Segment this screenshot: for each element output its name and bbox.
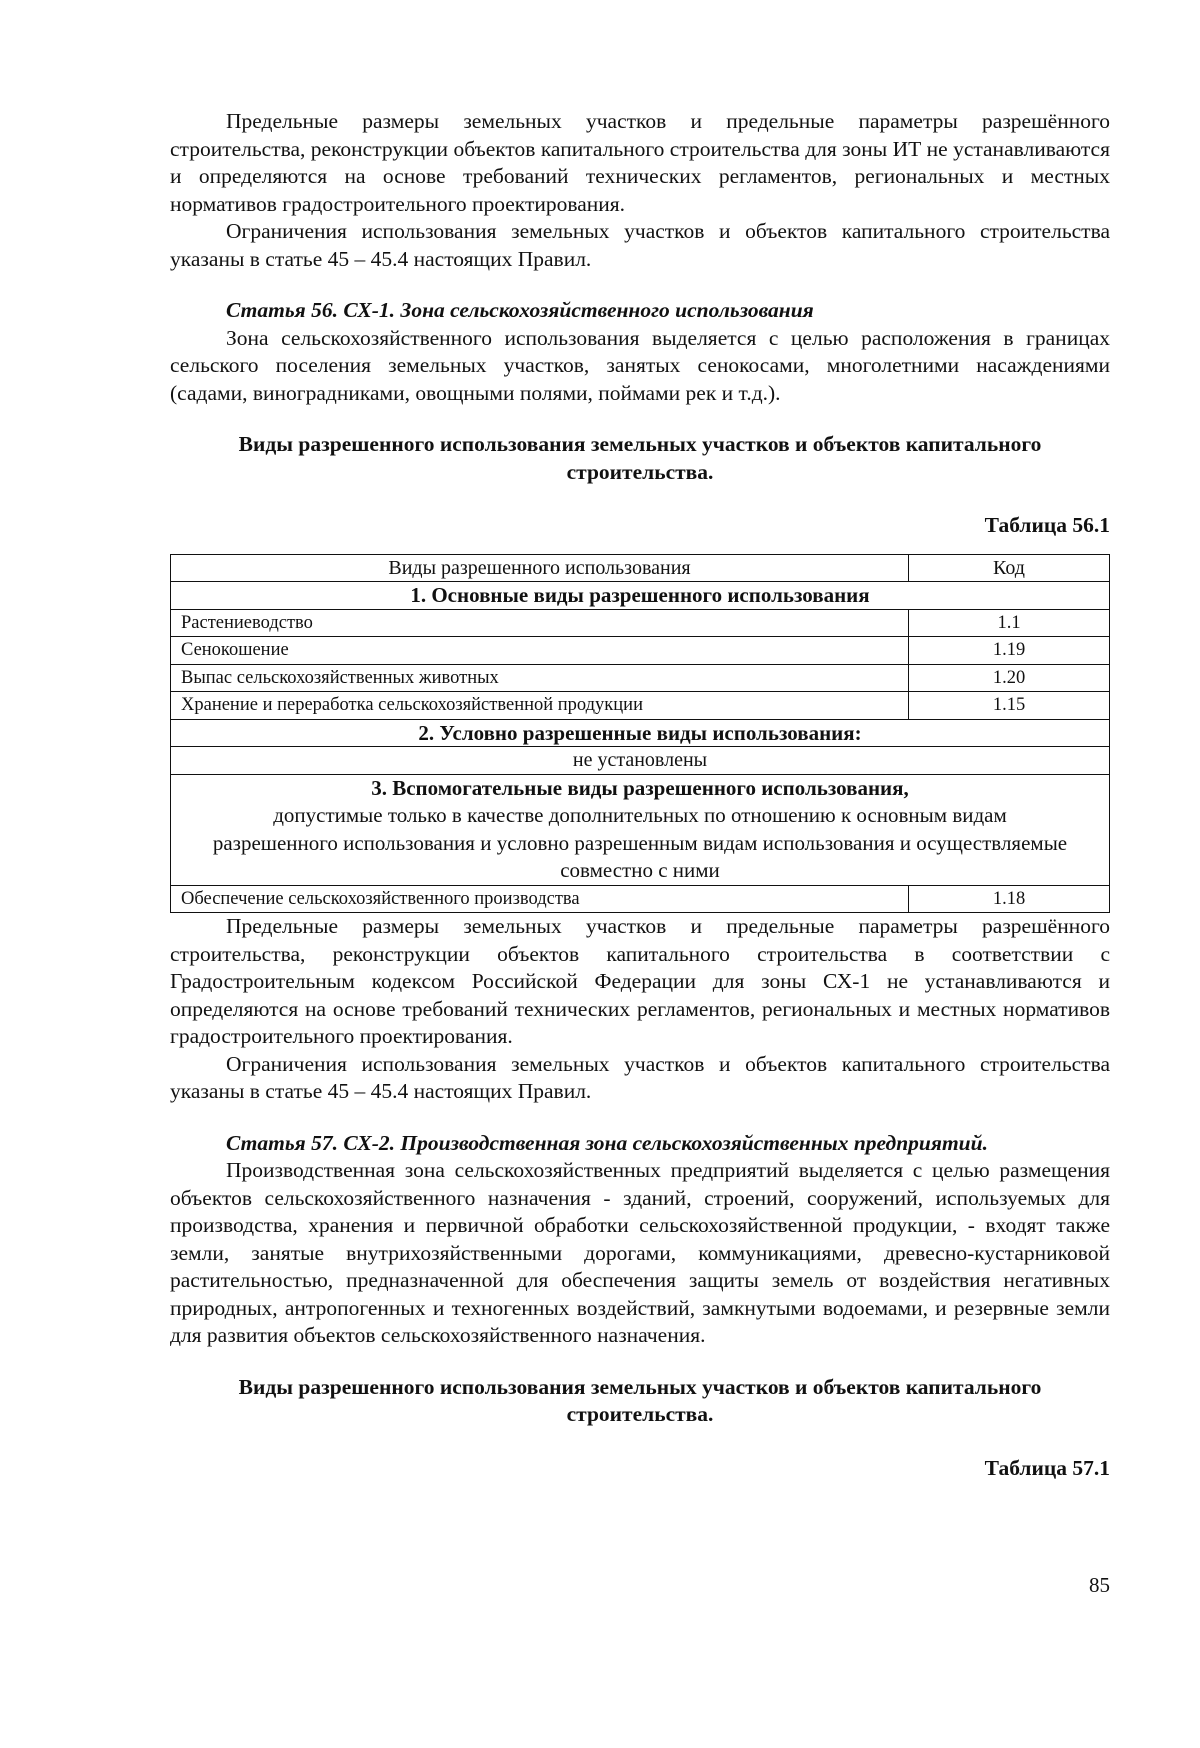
table-header-row: [171, 554, 1110, 582]
section-3-cell: [171, 774, 1110, 885]
row-name: Выпас сельскохозяйственных животных: [171, 664, 909, 692]
table-row: [171, 692, 1110, 720]
row-name: Обеспечение сельскохозяйственного производства: [171, 885, 909, 913]
section-2-value: не установлены: [171, 747, 1110, 775]
paragraph: Предельные размеры земельных участков и предельные параметры разрешённого строительства, реконструкции объектов капитального строительства для зоны ИТ не устанавливаются и определяются на основе требований технических регламентов, региональных и местных нормативов градостроительного проектирования.: [170, 109, 1110, 216]
table-section-row: [171, 582, 1110, 610]
header-cell-type: Виды разрешенного использования: [171, 554, 909, 582]
header-cell-code: Код: [909, 554, 1110, 582]
table-row: [171, 637, 1110, 665]
paragraph: Предельные размеры земельных участков и предельные параметры разрешённого строительства, реконструкции объектов капитального строительства в соответствии с Градостроительным кодексом Российской Федерации для зоны СХ-1 не устанавливаются и определяются на основе требований технических регламентов, региональных и местных нормативов градостроительного проектирования.: [170, 914, 1110, 1048]
page-number: 85: [1089, 1573, 1110, 1597]
row-code: 1.20: [909, 664, 1110, 692]
table-row: [171, 664, 1110, 692]
row-code: 1.1: [909, 609, 1110, 637]
table-caption: Таблица 56.1: [984, 513, 1110, 537]
row-code: 1.19: [909, 637, 1110, 665]
table-row: [171, 609, 1110, 637]
section-heading: Виды разрешенного использования земельных участков и объектов капитального строительства.: [238, 1374, 1042, 1426]
section-3-title: 3. Вспомогательные виды разрешенного использования,: [371, 775, 909, 800]
section-heading: Виды разрешенного использования земельных участков и объектов капитального строительства.: [238, 432, 1042, 484]
section-2-title: 2. Условно разрешенные виды использования:: [171, 719, 1110, 747]
document-page: [170, 108, 1110, 1496]
table-caption: Таблица 57.1: [984, 1455, 1110, 1480]
paragraph: Ограничения использования земельных участков и объектов капитального строительства указаны в статье 45 – 45.4 настоящих Правил.: [170, 1051, 1110, 1103]
table-row: [171, 747, 1110, 775]
section-3-text: допустимые только в качестве дополнительных по отношению к основным видам разрешенного использования и условно разрешенным видам использования и осуществляемые совместно с ними: [212, 803, 1068, 882]
section-1-title: 1. Основные виды разрешенного использования: [171, 582, 1110, 610]
row-name: Растениеводство: [171, 609, 909, 637]
paragraph: Зона сельскохозяйственного использования выделяется с целью расположения в границах сельского поселения земельных участков, занятых сенокосами, многолетними насаждениями (садами, виноградниками, овощными полями, поймами рек и т.д.).: [170, 325, 1110, 405]
article-57-title: Статья 57. СХ-2. Производственная зона сельскохозяйственных предприятий.: [226, 1130, 988, 1155]
article-56-title: Статья 56. СХ-1. Зона сельскохозяйственного использования: [226, 298, 814, 322]
table-row: [171, 885, 1110, 913]
row-code: 1.18: [909, 885, 1110, 913]
row-name: Хранение и переработка сельскохозяйственной продукции: [171, 692, 909, 720]
paragraph: Производственная зона сельскохозяйственных предприятий выделяется с целью размещения объектов сельскохозяйственного назначения - зданий, строений, сооружений, используемых для производства, хранения и первичной обработки сельскохозяйственной продукции, - входят также земли, занятые внутрихозяйственными дорогами, коммуникациями, древесно-кустарниковой растительностью, предназначенной для обеспечения защиты земель от воздействия негативных природных, антропогенных и техногенных воздействий, замкнутыми водоемами, и резервные земли для развития объектов сельскохозяйственного назначения.: [170, 1158, 1110, 1347]
table-section-row: [171, 774, 1110, 885]
row-name: Сенокошение: [171, 637, 909, 665]
table-56-1: [170, 554, 1110, 914]
paragraph: Ограничения использования земельных участков и объектов капитального строительства указаны в статье 45 – 45.4 настоящих Правил.: [170, 219, 1110, 271]
row-code: 1.15: [909, 692, 1110, 720]
table-section-row: [171, 719, 1110, 747]
